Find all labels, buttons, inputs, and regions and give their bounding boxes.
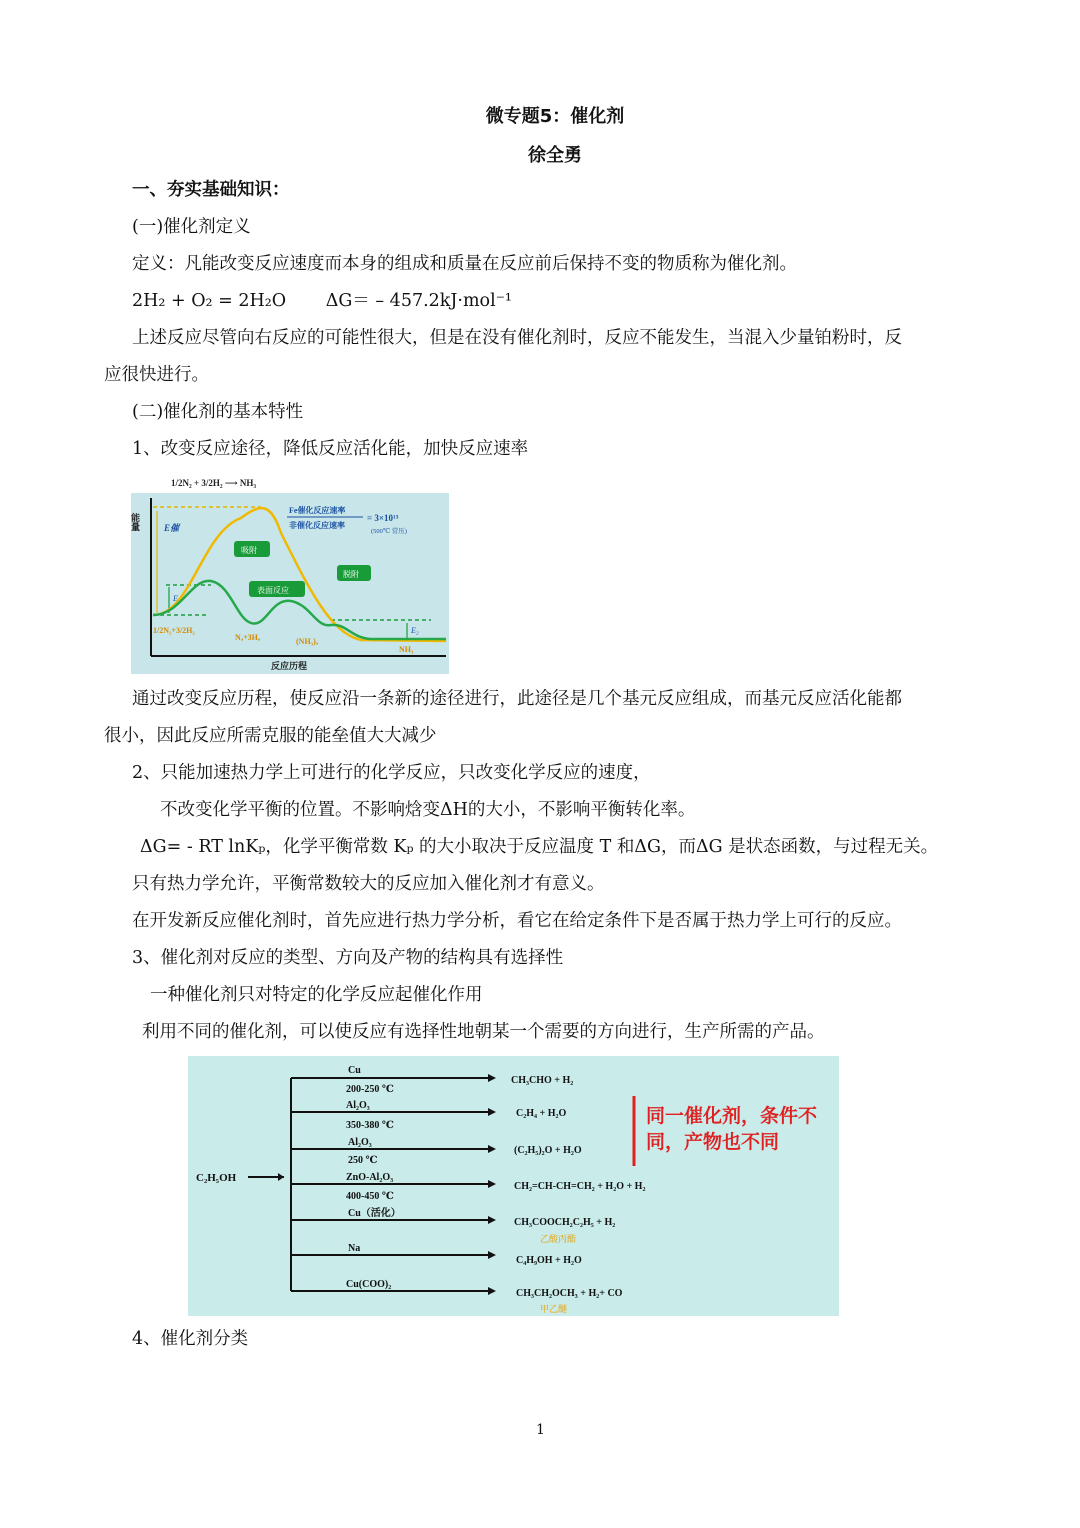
subheading-properties: (二)催化剂的基本特性 bbox=[132, 402, 304, 422]
item-3: 3、催化剂对反应的类型、方向及产物的结构具有选择性 bbox=[132, 948, 564, 968]
condition: 350-380 ℃ bbox=[346, 1120, 394, 1131]
condition: Cu bbox=[348, 1065, 361, 1076]
paragraph-line: 上述反应尽管向右反应的可能性很大，但是在没有催化剂时，反应不能发生，当混入少量铂粉时，反 bbox=[132, 328, 902, 348]
item-2-line: 只有热力学允许，平衡常数较大的反应加入催化剂才有意义。 bbox=[132, 874, 605, 894]
reactant: C₂H₅OH bbox=[196, 1172, 237, 1184]
product: C₄H₉OH + H₂O bbox=[516, 1255, 582, 1266]
author: 徐全勇 bbox=[528, 145, 582, 166]
product: CH₃CHO + H₂ bbox=[511, 1075, 574, 1086]
page-title: 微专题5：催化剂 bbox=[485, 106, 625, 127]
product: CH₃CH₂OCH₃ + H₂+ CO bbox=[516, 1288, 623, 1299]
diagram-header: 1/2N₂ + 3/2H₂ ⟶ NH₃ bbox=[171, 478, 257, 488]
e2-label: E₂ bbox=[411, 626, 419, 635]
start-state: 1/2N₂+3/2H₂ bbox=[153, 626, 195, 635]
item-1: 1、改变反应途径，降低反应活化能，加快反应速率 bbox=[132, 439, 529, 459]
condition: Al₂O₃ bbox=[346, 1100, 370, 1111]
intermediate-2: (NH₃)ₐ bbox=[296, 637, 319, 646]
equation bbox=[132, 289, 512, 313]
callout-text: 同，产物也不同 bbox=[646, 1132, 780, 1153]
ea-label: E催 bbox=[164, 523, 180, 533]
product-note: 乙酸丙酯 bbox=[540, 1234, 577, 1244]
condition: Cu(COO)₂ bbox=[346, 1279, 392, 1290]
energy-diagram bbox=[131, 473, 449, 674]
condition: 250 ℃ bbox=[348, 1155, 378, 1166]
condition: 200-250 ℃ bbox=[346, 1084, 394, 1095]
item-2-line: ΔG= - RT lnKₚ，化学平衡常数 Kₚ 的大小取决于反应温度 T 和ΔG，而ΔG 是状态函数，与过程无关。 bbox=[140, 837, 939, 857]
item-2: 2、只能加速热力学上可进行的化学反应，只改变化学反应的速度， bbox=[132, 763, 651, 783]
ratio-numerator: Fe催化反应速率 bbox=[289, 506, 346, 515]
equation-dg: ΔG＝ – 457.2kJ·mol⁻¹ bbox=[325, 291, 512, 311]
ratio-denominator: 非催化反应速率 bbox=[289, 521, 345, 530]
callout-text: 同一催化剂，条件不 bbox=[646, 1106, 818, 1127]
item-3-line: 一种催化剂只对特定的化学反应起催化作用 bbox=[150, 985, 483, 1005]
item-3-line: 利用不同的催化剂，可以使反应有选择性地朝某一个需要的方向进行，生产所需的产品。 bbox=[142, 1022, 825, 1042]
surface-label: 表面反应 bbox=[257, 586, 289, 595]
item-2-line: 在开发新反应催化剂时，首先应进行热力学分析，看它在给定条件下是否属于热力学上可行的反应。 bbox=[132, 911, 902, 931]
product: C₂H₄ + H₂O bbox=[516, 1108, 567, 1119]
ratio-condition: (500℃ 常压) bbox=[371, 528, 407, 535]
condition: Na bbox=[348, 1243, 361, 1254]
condition: Cu（活化） bbox=[348, 1208, 401, 1219]
paragraph-line: 通过改变反应历程，使反应沿一条新的途径进行，此途径是几个基元反应组成，而基元反应活化能都 bbox=[132, 689, 902, 709]
e1-label: E₁ bbox=[173, 594, 181, 603]
adsorb-label: 吸附 bbox=[241, 546, 257, 555]
condition: ZnO-Al₂O₃ bbox=[346, 1172, 394, 1183]
intermediate-1: Nₐ+3Hₐ bbox=[235, 633, 261, 642]
y-axis-label: 能量 bbox=[131, 513, 140, 531]
page-number: 1 bbox=[536, 1422, 545, 1438]
paragraph-line: 应很快进行。 bbox=[104, 365, 209, 385]
item-4: 4、催化剂分类 bbox=[132, 1329, 249, 1349]
product-note: 甲乙醚 bbox=[540, 1304, 568, 1314]
x-axis-label: 反应历程 bbox=[271, 661, 308, 671]
product: CH₂=CH-CH=CH₂ + H₂O + H₂ bbox=[514, 1181, 646, 1192]
definition-text: 定义：凡能改变反应速度而本身的组成和质量在反应前后保持不变的物质称为催化剂。 bbox=[132, 254, 797, 274]
paragraph-line: 很小，因此反应所需克服的能垒值大大减少 bbox=[104, 726, 437, 746]
desorb-label: 脱附 bbox=[343, 570, 359, 579]
ethanol-reaction-diagram bbox=[188, 1056, 839, 1316]
section-heading: 一、夯实基础知识： bbox=[132, 180, 290, 200]
item-2-line: 不改变化学平衡的位置。不影响焓变ΔH的大小，不影响平衡转化率。 bbox=[160, 800, 696, 820]
product: (C₂H₅)₂O + H₂O bbox=[514, 1145, 582, 1156]
ratio-value: = 3×10¹³ bbox=[367, 513, 399, 523]
subheading-definition: (一)催化剂定义 bbox=[132, 217, 251, 237]
product: CH₃COOCH₂C₂H₅ + H₂ bbox=[514, 1217, 616, 1228]
end-state: NH₃ bbox=[399, 645, 414, 654]
condition: 400-450 ℃ bbox=[346, 1191, 394, 1202]
equation-main: 2H₂ + O₂ = 2H₂O bbox=[132, 291, 287, 311]
condition: Al₂O₃ bbox=[348, 1137, 372, 1148]
